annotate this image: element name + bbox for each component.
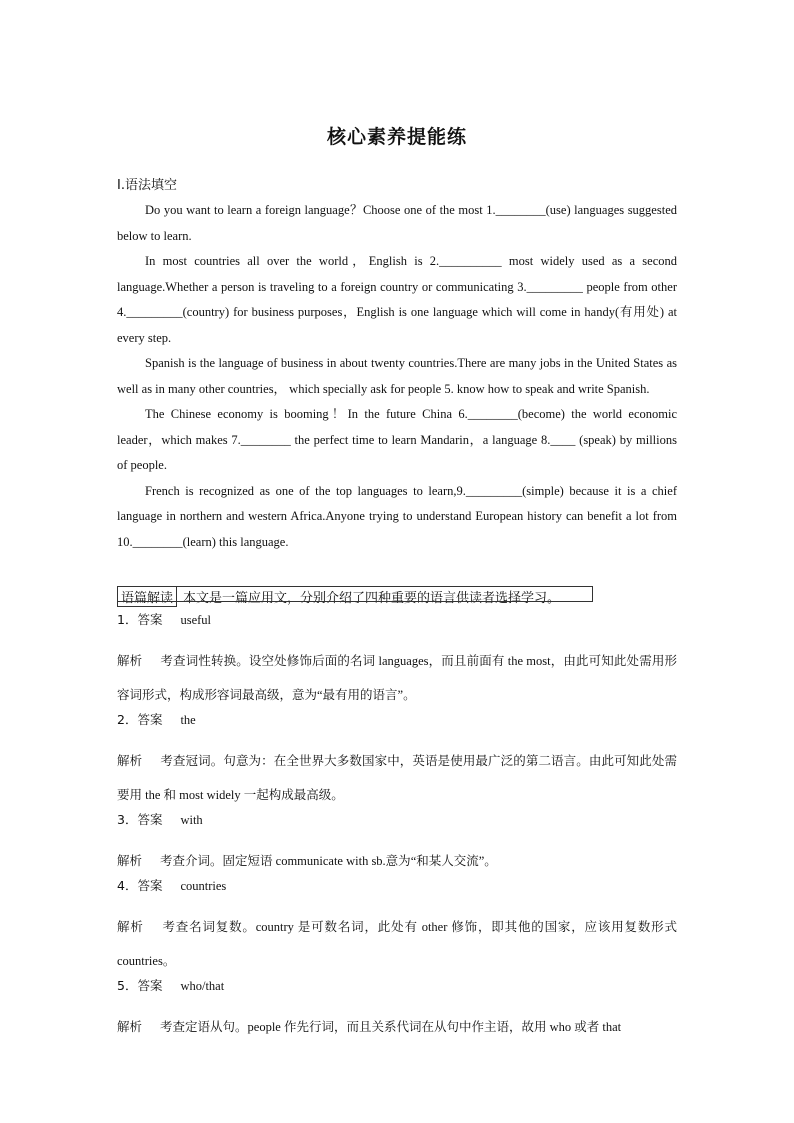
explanation	[117, 1010, 677, 1044]
answer-number: 2．答案	[117, 712, 163, 727]
answer-list	[117, 612, 677, 1044]
passage	[117, 198, 677, 555]
explanation-label: 解析	[117, 653, 143, 668]
explanation-text: 考查定语从句。people 作先行词，而且关系代词在从句中作主语，故用 who 或者 that	[160, 1020, 622, 1034]
explanation	[117, 644, 677, 712]
summary-tag: 语篇解读	[117, 586, 177, 607]
paragraph: In most countries all over the world，English is 2.__________ most widely used as a second language.Whether a person is traveling to a foreign country or communicating 3._________ people from other 4._________(country) for business purposes，English is one language which will come in handy(有用处) at every step.	[117, 254, 677, 345]
explanation-label: 解析	[117, 853, 143, 868]
answer-item	[117, 878, 677, 910]
answer-item	[117, 712, 677, 744]
summary-text: 本文是一篇应用文，分别介绍了四种重要的语言供读者选择学习。	[183, 591, 561, 606]
paragraph: Do you want to learn a foreign language？Choose one of the most 1.________(use) languages suggested below to learn.	[117, 203, 677, 243]
answer-number: 4．答案	[117, 878, 163, 893]
answer-item	[117, 612, 677, 644]
answer-item	[117, 812, 677, 844]
answer-value: useful	[180, 613, 212, 627]
answer-number: 5．答案	[117, 978, 163, 993]
paragraph: The Chinese economy is booming！In the future China 6.________(become) the world economic leader，which makes 7.________ the perfect time to learn Mandarin，a language 8.____ (speak) by millions of people.	[117, 407, 677, 472]
explanation-text: 考查冠词。句意为：在全世界大多数国家中，英语是使用最广泛的第二语言。由此可知此处需要用 the 和 most widely 一起构成最高级。	[117, 754, 677, 802]
explanation	[117, 844, 677, 878]
section-heading: Ⅰ.语法填空	[117, 178, 177, 193]
explanation-text: 考查词性转换。设空处修饰后面的名词 languages，而且前面有 the most，由此可知此处需用形容词形式，构成形容词最高级，意为“最有用的语言”。	[117, 654, 677, 702]
explanation-text: 考查介词。固定短语 communicate with sb.意为“和某人交流”。	[160, 854, 497, 868]
paragraph: Spanish is the language of business in about twenty countries.There are many jobs in the United States as well as in many other countries， which specially ask for people 5. know how to speak and write Spanish.	[117, 356, 677, 396]
answer-value: with	[180, 813, 203, 827]
explanation	[117, 910, 677, 978]
explanation	[117, 744, 677, 812]
answer-value: the	[180, 713, 196, 727]
page-title: 核心素养提能练	[326, 126, 467, 148]
answer-item	[117, 978, 677, 1010]
answer-number: 1．答案	[117, 612, 163, 627]
explanation-label: 解析	[117, 919, 144, 934]
answer-number: 3．答案	[117, 812, 163, 827]
explanation-label: 解析	[117, 1019, 143, 1034]
answer-value: countries	[180, 879, 227, 893]
answer-value: who/that	[180, 979, 225, 993]
paragraph: French is recognized as one of the top languages to learn,9._________(simple) because it is a chief language in northern and western Africa.Anyone trying to understand European history can benefit a lot from 10.________(learn) this language.	[117, 483, 677, 549]
explanation-label: 解析	[117, 753, 143, 768]
explanation-text: 考查名词复数。country 是可数名词，此处有 other 修饰，即其他的国家，应该用复数形式 countries。	[117, 920, 677, 968]
passage-summary	[117, 586, 677, 607]
